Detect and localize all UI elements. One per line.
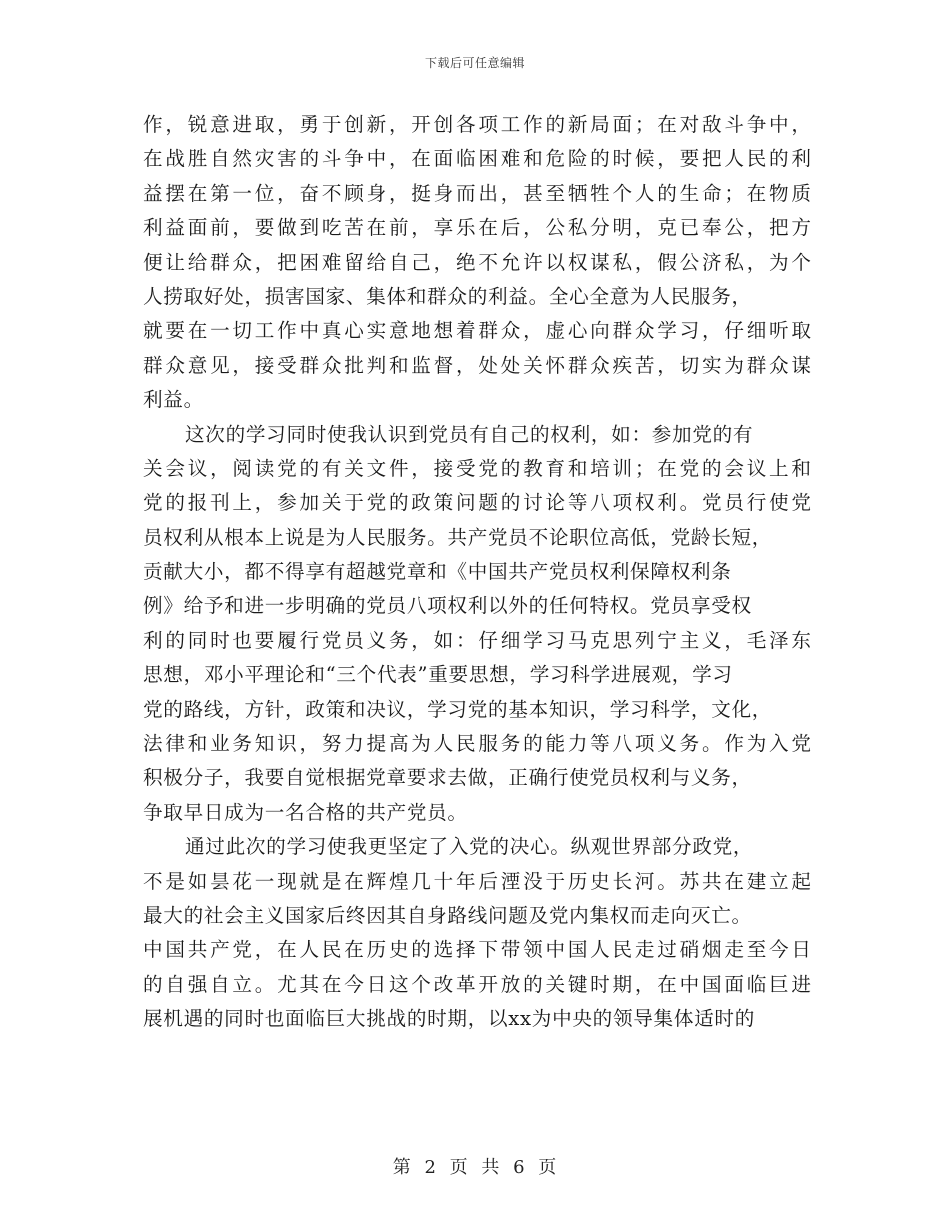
text-line: 展机遇的同时也面临巨大挑战的时期，以xx为中央的领导集体适时的: [143, 1007, 756, 1031]
text-line: 争取早日成为一名合格的共产党员。: [143, 800, 468, 824]
text-line: 中国共产党，在人民在历史的选择下带领中国人民走过硝烟走至今日: [143, 938, 811, 962]
paragraph-start-line: 通过此次的学习使我更坚定了入党的决心。纵观世界部分政党，: [185, 835, 754, 859]
text-line: 人捞取好处，损害国家、集体和群众的利益。全心全意为人民服务，: [143, 284, 752, 308]
text-line: 作，锐意进取，勇于创新，开创各项工作的新局面；在对敌斗争中，: [143, 113, 811, 136]
text-line: 不是如昙花一现就是在辉煌几十年后湮没于历史长河。苏共在建立起: [143, 869, 811, 893]
text-line: 贡献大小，都不得享有超越党章和《中国共产党员权利保障权利条: [143, 560, 732, 584]
text-line: 的自强自立。尤其在今日这个改革开放的关键时期，在中国面临巨进: [143, 972, 811, 996]
text-line: 法律和业务知识，努力提高为人民服务的能力等八项义务。作为入党: [143, 732, 811, 756]
page-header-note: 下载后可任意编辑: [424, 56, 525, 70]
text-line: 最大的社会主义国家后终因其自身路线问题及党内集权而走向灭亡。: [143, 903, 752, 927]
text-line: 利的同时也要履行党员义务，如：仔细学习马克思列宁主义，毛泽东: [143, 628, 811, 652]
text-line: 利益。: [143, 388, 204, 412]
text-line: 在战胜自然灾害的斗争中，在面临困难和危险的时候，要把人民的利: [143, 147, 811, 171]
text-line: 就要在一切工作中真心实意地想着群众，虚心向群众学习，仔细听取: [143, 319, 811, 343]
text-line: 关会议，阅读党的有关文件，接受党的教育和培训；在党的会议上和: [143, 456, 811, 480]
text-line: 员权利从根本上说是为人民服务。共产党员不论职位高低，党龄长短，: [143, 525, 773, 549]
text-line: 思想，邓小平理论和“三个代表”重要思想，学习科学进展观，学习: [143, 663, 733, 687]
text-line: 群众意见，接受群众批判和监督，处处关怀群众疾苦，切实为群众谋: [143, 353, 811, 377]
text-line: 便让给群众，把困难留给自己，绝不允许以权谋私，假公济私，为个: [143, 250, 811, 274]
text-line: 利益面前，要做到吃苦在前，享乐在后，公私分明，克已奉公，把方: [143, 216, 811, 240]
paragraph-start-line: 这次的学习同时使我认识到党员有自己的权利，如：参加党的有: [185, 422, 754, 446]
page-number: 第 2 页 共 6 页: [392, 1157, 558, 1178]
text-line: 积极分子，我要自觉根据党章要求去做，正确行使党员权利与义务，: [143, 766, 752, 790]
text-line: 党的报刊上，参加关于党的政策问题的讨论等八项权利。党员行使党: [143, 491, 811, 515]
text-line: 党的路线，方针，政策和决议，学习党的基本知识，学习科学，文化，: [143, 697, 773, 721]
text-line: 例》给予和进一步明确的党员八项权利以外的任何特权。党员享受权: [143, 594, 752, 618]
text-line: 益摆在第一位，奋不顾身，挺身而出，甚至牺牲个人的生命；在物质: [143, 181, 811, 205]
document-body: [143, 108, 811, 1037]
